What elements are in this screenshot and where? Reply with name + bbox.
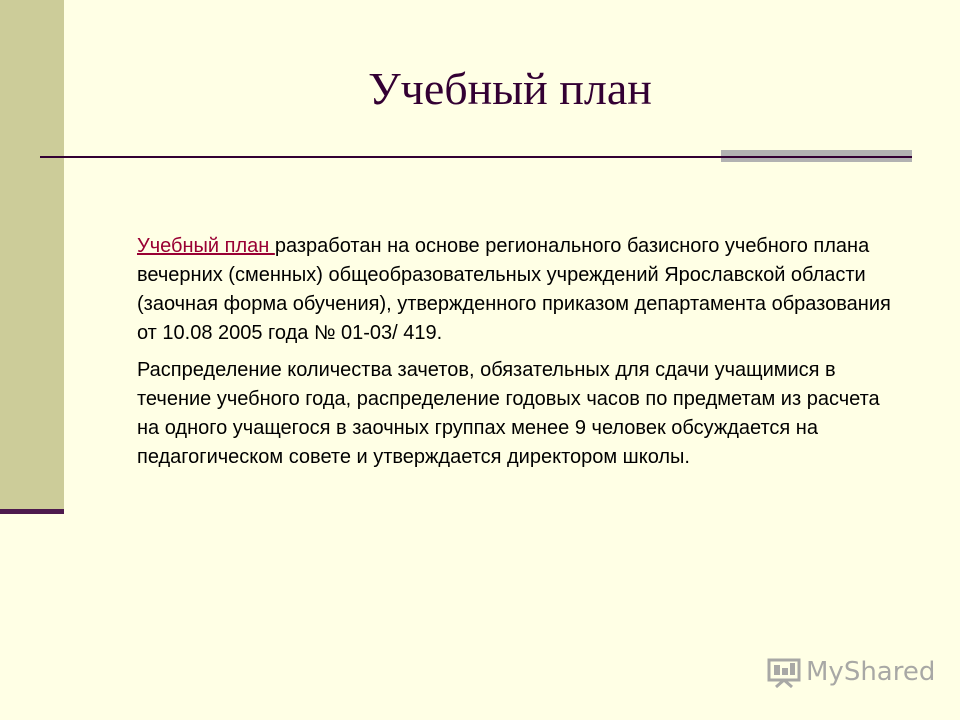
- slide-body: [133, 232, 903, 480]
- presentation-board-icon: [766, 656, 802, 688]
- watermark-text: MyShared: [806, 657, 936, 687]
- slide-title: Учебный план: [368, 63, 652, 114]
- paragraph-1-text: разработан на основе регионального базисного учебного плана вечерних (сменных) общеобразовательных учреждений Ярославской области (заочная форма обучения), утвержденного приказом департамента образования от 10.08 2005 года № 01-03/ 419.: [137, 235, 891, 344]
- title-underline-accent: [721, 150, 912, 162]
- paragraph-2-text: Распределение количества зачетов, обязательных для сдачи учащимися в течение учебного года, распределение годовых часов по предметам из расчета на одного учащегося в заочных группах менее 9 человек обсуждается на педагогическом совете и утверждается директором школы.: [137, 359, 880, 468]
- watermark-logo: [766, 656, 935, 688]
- left-decorative-rule: [0, 509, 64, 514]
- left-decorative-bar: [0, 0, 64, 512]
- paragraph-2: [133, 356, 903, 472]
- curriculum-link[interactable]: Учебный план: [137, 235, 275, 257]
- paragraph-1: [133, 232, 903, 348]
